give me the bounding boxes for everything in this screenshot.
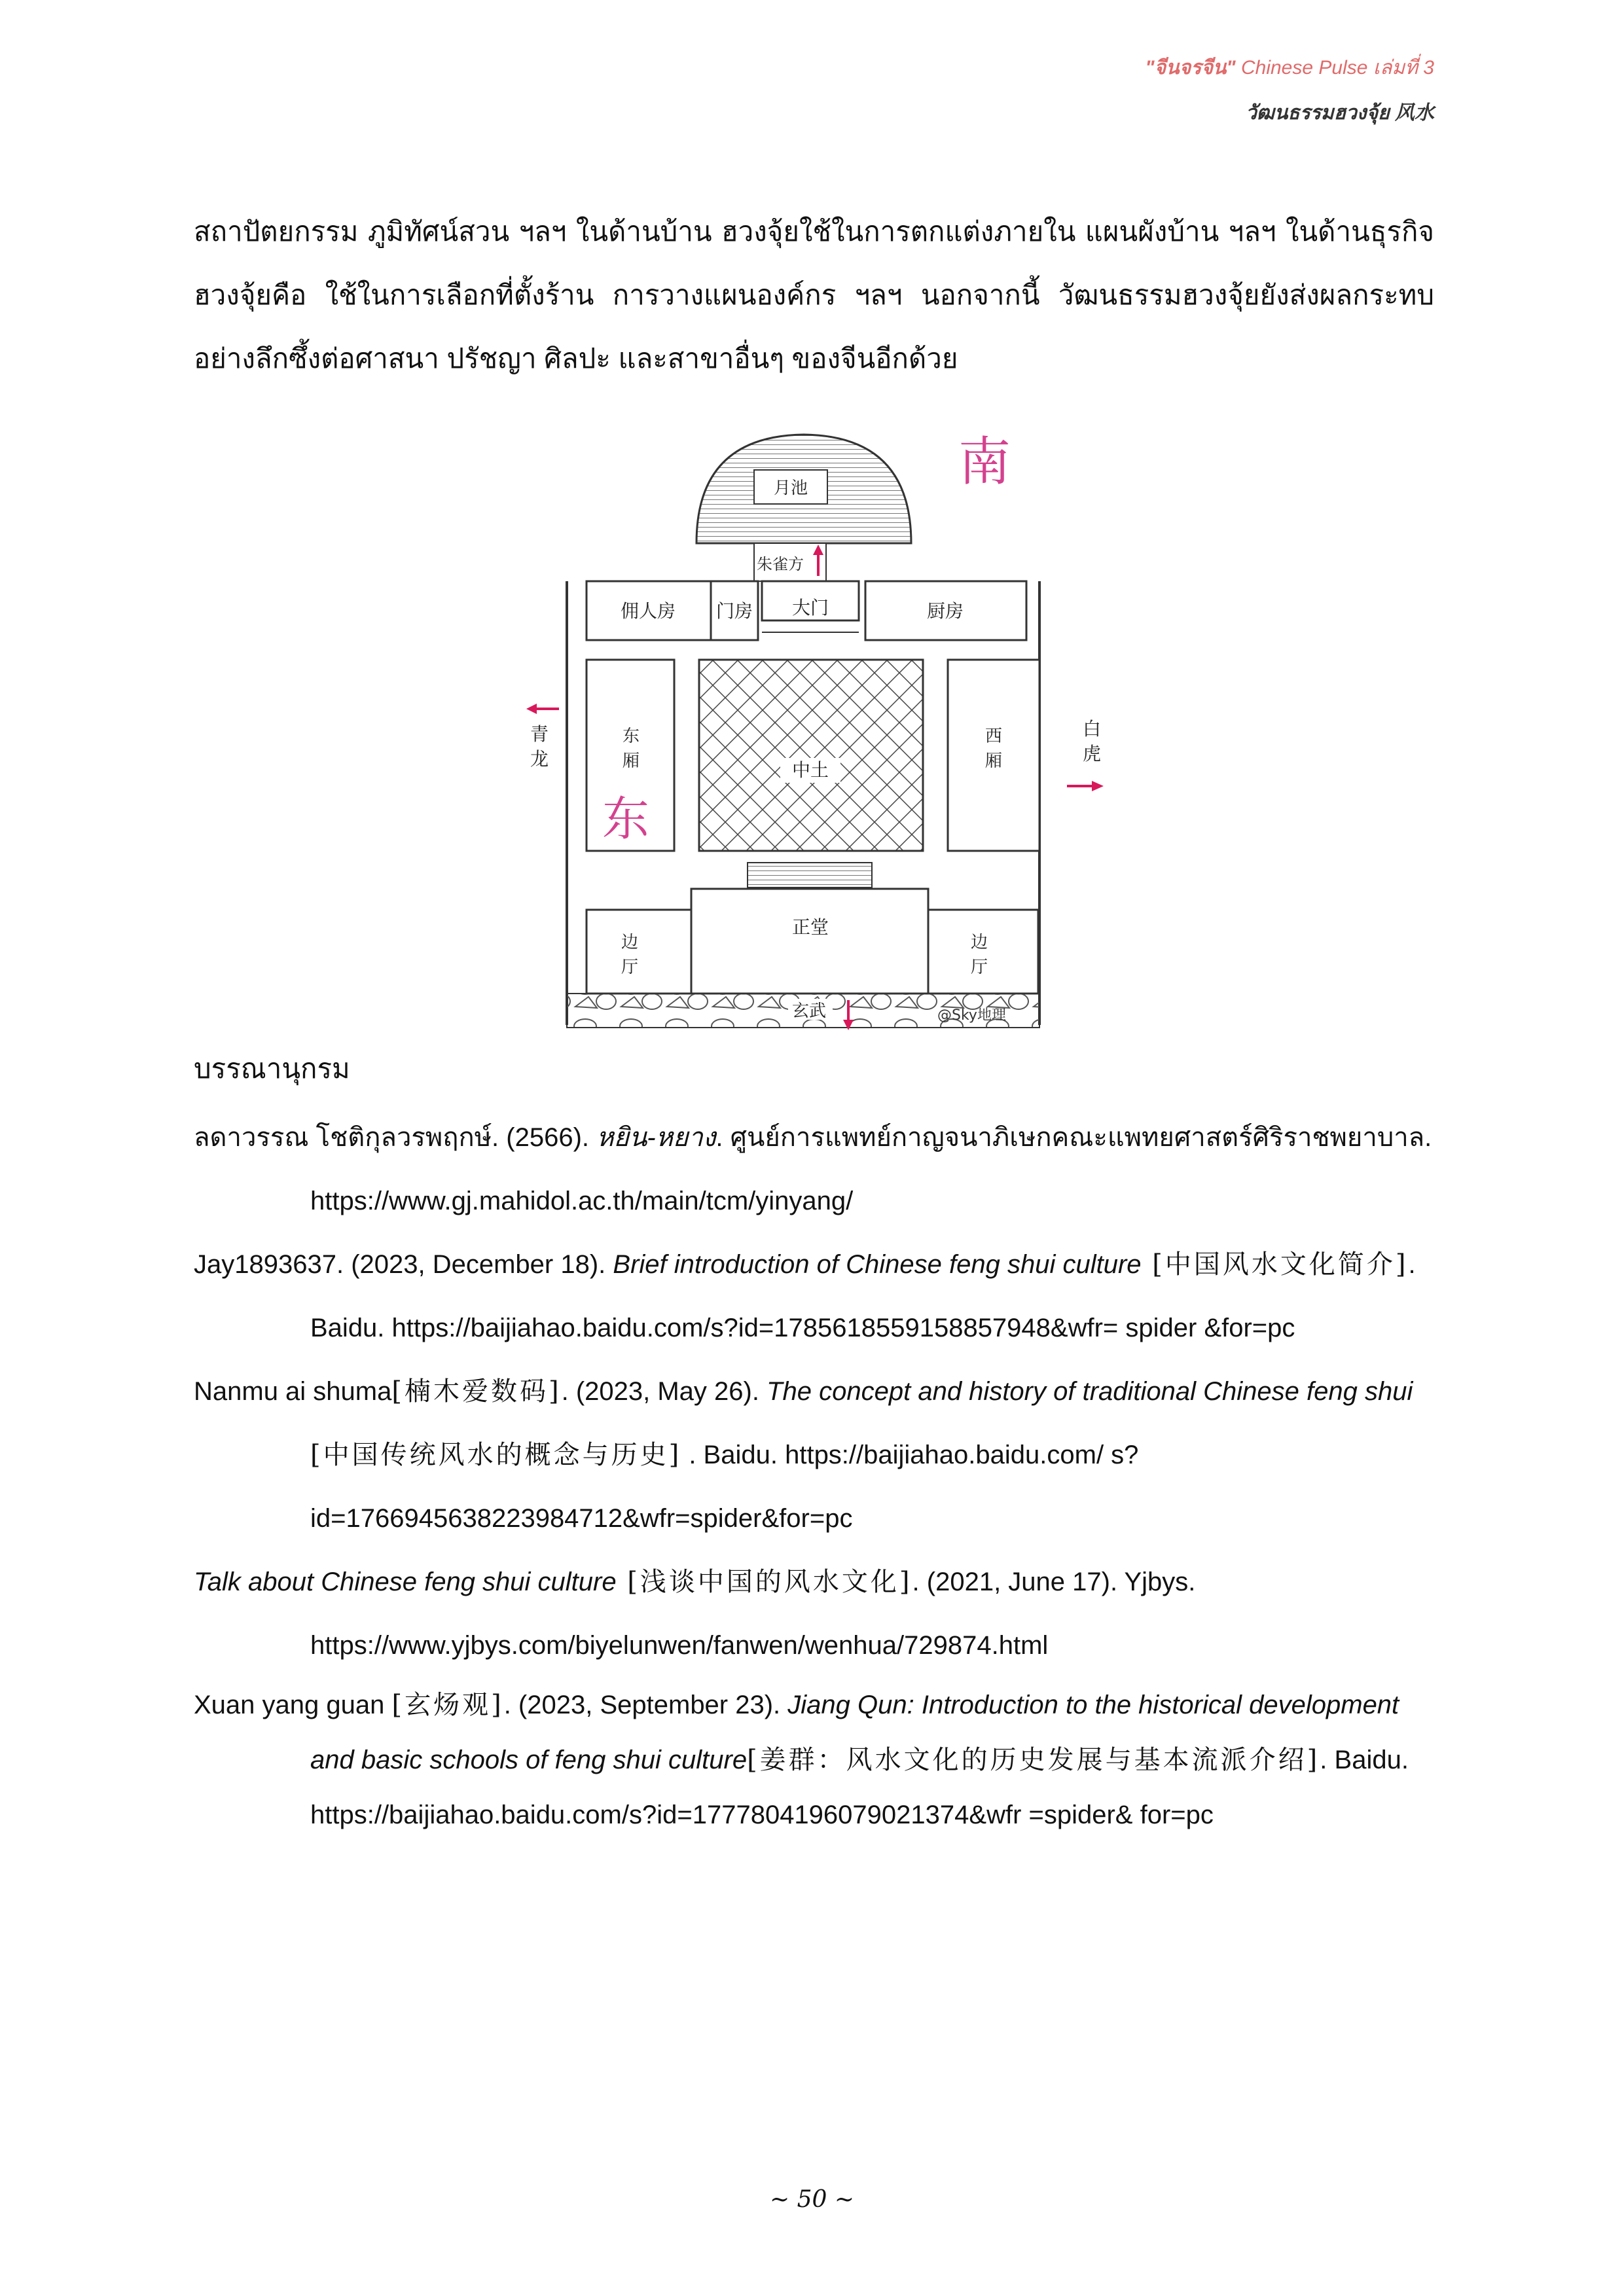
moon-pool-label: 月池 xyxy=(773,478,808,498)
reference-entry: ลดาวรรณ โชติกุลวรพฤกษ์. (2566). หยิน-หยาง. ศูนย์การแพทย์กาญจนาภิเษกคณะแพทยศาสตร์ศิริราชพยาบาล. https://www.gj.mahidol.ac.th/main/tcm/yinyang/ xyxy=(194,1123,1432,1215)
bibliography-list xyxy=(194,1106,1437,1842)
body-paragraph: สถาปัตยกรรม ภูมิทัศน์สวน ฯลฯ ในด้านบ้าน ฮวงจุ้ยใช้ในการตกแต่งภายใน แผนผังบ้าน ฯลฯ ในด้านธุรกิจ ฮวงจุ้ยคือ ใช้ในการเลือกที่ตั้งร้าน การวางแผนองค์กร ฯลฯ นอกจากนี้ วัฒนธรรมฮวงจุ้ยยังส่งผลกระทบอย่างลึกซึ้งต่อศาสนา ปรัชญา ศิลปะ และสาขาอื่นๆ ของจีนอีกด้วย xyxy=(194,216,1434,374)
side-hall-left-label: 边厅 xyxy=(621,933,639,977)
series-thai: "จีนจรจีน" xyxy=(1145,57,1236,79)
hall-steps xyxy=(748,863,872,888)
reference-entry: Jay1893637. (2023, December 18). Brief introduction of Chinese feng shui culture [中国风水文化简介]. Baidu. https://baijiahao.baidu.com/s?id=1785618559158857948&wfr= spider &for=pc xyxy=(194,1249,1416,1342)
side-hall-right-label: 边厅 xyxy=(970,933,988,977)
baihu-label: 白虎 xyxy=(1082,718,1102,764)
baihu-arrowhead xyxy=(1092,781,1104,791)
bibliography-title: บรรณานุกรม xyxy=(194,1053,350,1084)
east-character: 东 xyxy=(602,791,650,846)
center-label: 中土 xyxy=(791,759,829,781)
gatehouse-label: 门房 xyxy=(715,600,753,622)
watermark: @Sky地理 xyxy=(937,1007,1006,1024)
kitchen-label: 厨房 xyxy=(926,600,964,622)
page-number: ~ 50 ~ xyxy=(769,2186,855,2213)
west-wing-label: 西厢 xyxy=(984,726,1003,771)
reference-entry: Xuan yang guan [玄炀观]. (2023, September 23). Jiang Qun: Introduction to the historical development and basic schools of feng shui culture[姜群：风水文化的历史发展与基本流派介绍]. Baidu. https://baijiahao.baidu.com/s?id=1777804196079021374&wfr =spider& for=pc xyxy=(194,1690,1409,1829)
volume-label: เล่มที่ 3 xyxy=(1373,57,1434,79)
feng-shui-house-diagram xyxy=(526,424,1105,1033)
reference-entry: Nanmu ai shuma[楠木爱数码]. (2023, May 26). The concept and history of traditional Chinese feng shui [中国传统风水的概念与历史] . Baidu. https://baijiahao.baidu.com/ s?id=1766945638223984712&wfr=spider&for=pc xyxy=(194,1376,1413,1533)
center-courtyard xyxy=(699,660,923,851)
xuanwu-label: 玄武 xyxy=(791,1001,827,1021)
main-gate-label: 大门 xyxy=(791,597,829,619)
side-hall-left xyxy=(586,910,691,994)
chapter-subtitle: วัฒนธรรมฮวงจุ้ย 风水 xyxy=(1245,102,1434,124)
east-wing-label: 东厢 xyxy=(622,726,640,771)
running-header xyxy=(1145,52,1434,128)
reference-entry: Talk about Chinese feng shui culture [浅谈中国的风水文化]. (2021, June 17). Yjbys. https://www.yjbys.com/biyelunwen/fanwen/wenhua/729874.html xyxy=(194,1567,1196,1660)
qinglong-arrowhead xyxy=(526,704,537,714)
servants-room-label: 佣人房 xyxy=(620,600,676,622)
main-hall-label: 正堂 xyxy=(791,916,829,938)
series-title xyxy=(1145,52,1434,83)
zhuque-label: 朱雀方 xyxy=(757,555,804,573)
south-character: 南 xyxy=(958,431,1011,492)
qinglong-label: 青龙 xyxy=(530,723,549,770)
main-hall xyxy=(691,889,928,994)
series-english: Chinese Pulse xyxy=(1240,57,1368,79)
